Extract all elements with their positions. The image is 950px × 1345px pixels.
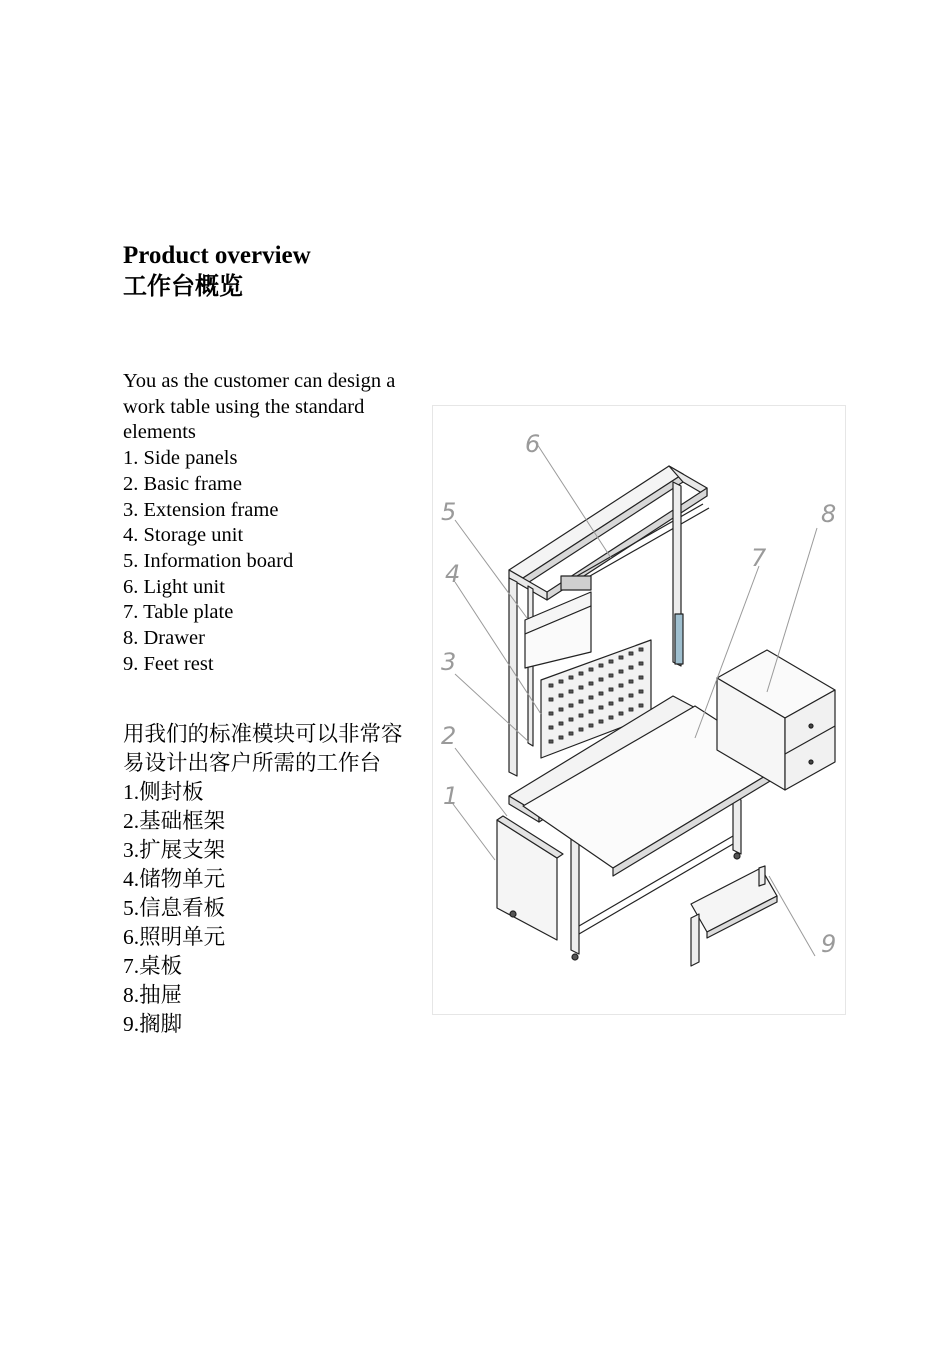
side-panel bbox=[497, 816, 563, 940]
list-item: 6.照明单元 bbox=[123, 925, 226, 949]
english-description bbox=[123, 369, 423, 677]
intro-paragraph-zh: 用我们的标准模块可以非常容易设计出客户所需的工作台 bbox=[123, 722, 403, 775]
list-item: 6. Light unit bbox=[123, 575, 225, 598]
list-item: 5. Information board bbox=[123, 549, 294, 572]
list-item: 3. Extension frame bbox=[123, 498, 279, 521]
list-item: 5.信息看板 bbox=[123, 896, 226, 920]
list-item: 1. Side panels bbox=[123, 447, 238, 470]
list-item: 1.侧封板 bbox=[123, 780, 204, 804]
intro-paragraph-en: You as the customer can design a work table using the standard elements bbox=[123, 370, 396, 444]
list-item: 4.储物单元 bbox=[123, 867, 226, 891]
callout-7: 7 bbox=[751, 544, 767, 572]
component-list-en bbox=[123, 446, 423, 677]
list-item: 8.抽屉 bbox=[123, 983, 183, 1007]
list-item: 8. Drawer bbox=[123, 627, 205, 650]
workbench-exploded-diagram bbox=[432, 405, 846, 1015]
page-title: Product overview bbox=[123, 242, 311, 269]
list-item: 7.桌板 bbox=[123, 954, 183, 978]
callout-9: 9 bbox=[821, 930, 837, 958]
callout-4: 4 bbox=[445, 560, 461, 588]
information-board bbox=[525, 592, 591, 668]
callout-6: 6 bbox=[525, 430, 541, 458]
list-item: 4. Storage unit bbox=[123, 524, 244, 547]
component-list-zh bbox=[123, 778, 423, 1039]
list-item: 9.搁脚 bbox=[123, 1012, 183, 1036]
list-item: 2.基础框架 bbox=[123, 809, 226, 833]
list-item: 7. Table plate bbox=[123, 601, 234, 624]
feet-rest bbox=[691, 866, 777, 966]
workbench-drawing bbox=[433, 406, 845, 1014]
callout-1: 1 bbox=[443, 782, 459, 810]
callout-8: 8 bbox=[821, 500, 837, 528]
list-item: 9. Feet rest bbox=[123, 652, 214, 675]
page-title-chinese: 工作台概览 bbox=[123, 274, 243, 300]
callout-5: 5 bbox=[441, 498, 457, 526]
list-item: 3.扩展支架 bbox=[123, 838, 226, 862]
callout-2: 2 bbox=[441, 722, 457, 750]
list-item: 2. Basic frame bbox=[123, 472, 242, 495]
chinese-description bbox=[123, 720, 423, 1039]
callout-3: 3 bbox=[441, 648, 457, 676]
